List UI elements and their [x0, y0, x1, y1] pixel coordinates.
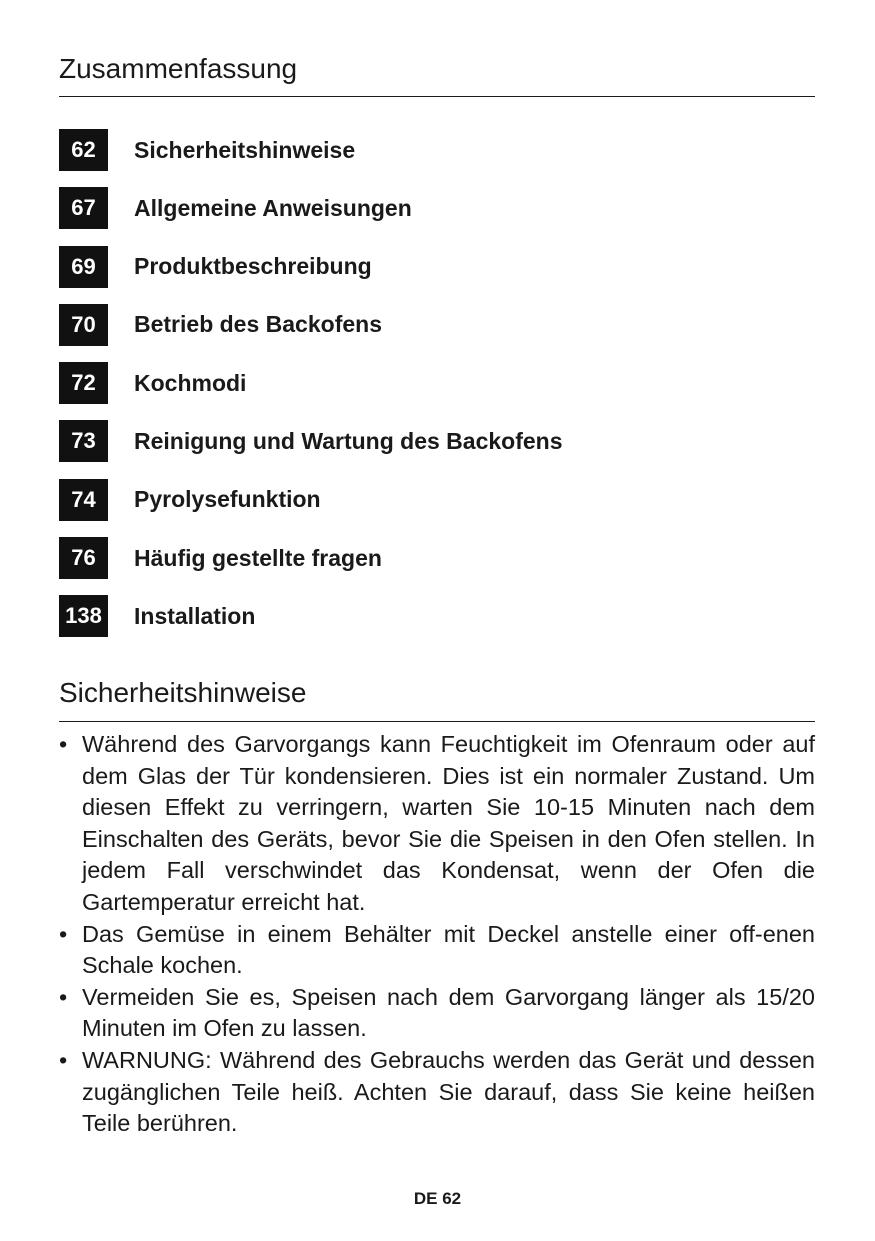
toc-item[interactable]	[59, 537, 815, 579]
safety-bullet-list	[59, 729, 815, 1140]
safety-bullet	[59, 919, 815, 982]
toc-item-label: Produktbeschreibung	[134, 253, 372, 280]
toc-item[interactable]	[59, 246, 815, 288]
toc-page-number: 73	[59, 420, 108, 462]
page-footer-number: DE 62	[413, 1189, 462, 1208]
toc-page-number: 69	[59, 246, 108, 288]
toc-item-label: Sicherheitshinweise	[134, 136, 356, 163]
safety-bullet-text: WARNUNG: Während des Gebrauchs werden das Gerät und dessen zugänglichen Teile heiß. Achten Sie darauf, dass Sie keine heißen Teile berühren.	[82, 1046, 815, 1137]
safety-bullet-text: Vermeiden Sie es, Speisen nach dem Garvorgang länger als 15/20 Minuten im Ofen zu lassen.	[82, 983, 815, 1042]
toc-divider	[59, 96, 815, 97]
toc-item[interactable]	[59, 304, 815, 346]
safety-divider	[59, 721, 815, 722]
toc-item[interactable]	[59, 362, 815, 404]
toc-item[interactable]	[59, 129, 815, 171]
toc-item[interactable]	[59, 420, 815, 462]
safety-bullet	[59, 729, 815, 919]
toc-item[interactable]	[59, 187, 815, 229]
toc-item-label: Pyrolysefunktion	[134, 486, 321, 513]
toc-page-number: 74	[59, 479, 108, 521]
toc-item[interactable]	[59, 479, 815, 521]
toc-page-number: 62	[59, 129, 108, 171]
toc-item-label: Betrieb des Backofens	[134, 311, 382, 338]
toc-page-number: 72	[59, 362, 108, 404]
table-of-contents	[59, 129, 815, 654]
toc-item-label: Installation	[134, 602, 256, 629]
bullet-dot-icon: •	[59, 920, 68, 947]
safety-bullet-text: Das Gemüse in einem Behälter mit Deckel anstelle einer off-enen Schale kochen.	[82, 920, 815, 979]
bullet-dot-icon: •	[59, 1046, 68, 1073]
toc-title: Zusammenfassung	[59, 53, 298, 84]
toc-item-label: Allgemeine Anweisungen	[134, 194, 412, 221]
toc-item[interactable]	[59, 595, 815, 637]
bullet-dot-icon: •	[59, 983, 68, 1010]
toc-item-label: Häufig gestellte fragen	[134, 544, 382, 571]
safety-bullet	[59, 982, 815, 1045]
toc-item-label: Kochmodi	[134, 369, 247, 396]
safety-bullet	[59, 1045, 815, 1140]
toc-item-label: Reinigung und Wartung des Backofens	[134, 427, 563, 454]
toc-page-number: 138	[59, 595, 108, 637]
toc-page-number: 67	[59, 187, 108, 229]
safety-bullet-text: Während des Garvorgangs kann Feuchtigkeit im Ofenraum oder auf dem Glas der Tür kondensieren. Dies ist ein normaler Zustand. Um diesen Effekt zu verringern, warten Sie 10-15 Minuten nach dem Einschalten des Geräts, bevor Sie die Speisen in den Ofen stellen. In jedem Fall verschwindet das Kondensat, wenn der Ofen die Gartemperatur erreicht hat.	[82, 731, 815, 915]
safety-section-title: Sicherheitshinweise	[59, 677, 307, 708]
toc-page-number: 70	[59, 304, 108, 346]
bullet-dot-icon: •	[59, 731, 68, 757]
toc-page-number: 76	[59, 537, 108, 579]
